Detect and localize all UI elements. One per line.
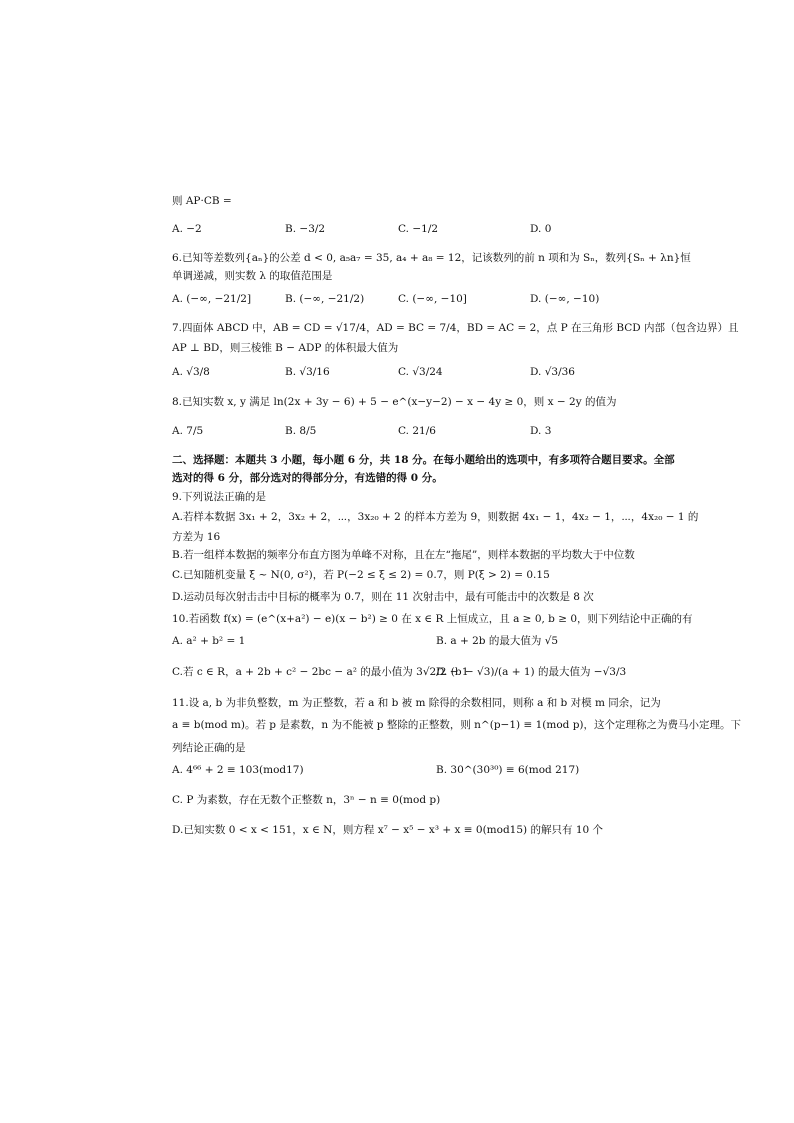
question-8-stem: 8.已知实数 x, y 满足 ln(2x + 3y − 6) + 5 − e^(x−y−2) − x − 4y ≥ 0，则 x − 2y 的值为 (172, 396, 617, 408)
q8-option-a: A. 7/5 (172, 425, 204, 437)
q5-option-b: B. −3/2 (285, 223, 326, 235)
q10-option-d: D. (b − √3)/(a + 1) 的最大值为 −√3/3 (436, 666, 627, 678)
q6-option-c: C. (−∞, −10] (398, 293, 467, 305)
q6-option-d: D. (−∞, −10) (530, 293, 600, 305)
q7-option-c: C. √3/24 (398, 366, 443, 378)
q6-option-b: B. (−∞, −21/2) (285, 293, 365, 305)
section-2-heading: 二、选择题：本题共 3 小题，每小题 6 分，共 18 分。在每小题给出的选项中，有多项符合题目要求。全部 (172, 454, 675, 466)
q11-option-b: B. 30^(30³⁰) ≡ 6(mod 217) (436, 764, 580, 776)
q7-option-a: A. √3/8 (172, 366, 210, 378)
q9-option-c: C.已知随机变量 ξ ~ N(0, σ²)，若 P(−2 ≤ ξ ≤ 2) = 0.7，则 P(ξ > 2) = 0.15 (172, 569, 550, 581)
q9-option-a: A.若样本数据 3x₁ + 2，3x₂ + 2，⋯，3x₂₀ + 2 的样本方差为 9，则数据 4x₁ − 1，4x₂ − 1，⋯，4x₂₀ − 1 的 (172, 511, 699, 523)
q9-option-d: D.运动员每次射击击中目标的概率为 0.7，则在 11 次射击中，最有可能击中的次数是 8 次 (172, 591, 594, 603)
q7-option-b: B. √3/16 (285, 366, 330, 378)
question-11-stem-cont: a ≡ b(mod m)。若 p 是素数，n 为不能被 p 整除的正整数，则 n^(p−1) ≡ 1(mod p)，这个定理称之为费马小定理。下 (172, 719, 742, 731)
q5-option-d: D. 0 (530, 223, 552, 235)
question-6-stem: 6.已知等差数列{aₙ}的公差 d < 0, a₅a₇ = 35, a₄ + a₈ = 12，记该数列的前 n 项和为 Sₙ，数列{Sₙ + λn}恒 (172, 252, 691, 264)
q11-option-c: C. P 为素数，存在无数个正整数 n，3ⁿ − n ≡ 0(mod p) (172, 794, 441, 806)
q8-option-b: B. 8/5 (285, 425, 317, 437)
q10-option-a: A. a² + b² = 1 (172, 635, 246, 647)
q11-option-d: D.已知实数 0 < x < 151，x ∈ N，则方程 x⁷ − x⁵ − x³ + x ≡ 0(mod15) 的解只有 10 个 (172, 824, 604, 836)
question-11-stem-end: 列结论正确的是 (172, 742, 246, 754)
q6-option-a: A. (−∞, −21/2] (172, 293, 252, 305)
q10-option-c: C.若 c ∈ R，a + 2b + c² − 2bc − a² 的最小值为 3√2/2 − 1 (172, 666, 469, 678)
q9-option-a-cont: 方差为 16 (172, 531, 221, 543)
q8-option-d: D. 3 (530, 425, 552, 437)
q11-option-a: A. 4⁶⁶ + 2 ≡ 103(mod17) (172, 764, 304, 776)
question-6-stem-cont: 单调递减，则实数 λ 的取值范围是 (172, 270, 333, 282)
q8-option-c: C. 21/6 (398, 425, 436, 437)
section-2-heading-cont: 选对的得 6 分，部分选对的得部分分，有选错的得 0 分。 (172, 472, 443, 484)
question-7-stem: 7.四面体 ABCD 中，AB = CD = √17/4，AD = BC = 7/4，BD = AC = 2，点 P 在三角形 BCD 内部（包含边界）且 (172, 322, 739, 334)
q5-option-a: A. −2 (172, 223, 202, 235)
question-10-stem: 10.若函数 f(x) = (e^(x+a²) − e)(x − b²) ≥ 0 在 x ∈ R 上恒成立，且 a ≥ 0, b ≥ 0，则下列结论中正确的有 (172, 613, 693, 625)
question-5-stem: 则 AP·CB = (172, 195, 232, 207)
q10-option-b: B. a + 2b 的最大值为 √5 (436, 635, 559, 647)
q5-option-c: C. −1/2 (398, 223, 439, 235)
question-7-stem-cont: AP ⊥ BD，则三棱锥 B − ADP 的体积最大值为 (172, 342, 399, 354)
question-11-stem: 11.设 a, b 为非负整数，m 为正整数，若 a 和 b 被 m 除得的余数相同，则称 a 和 b 对模 m 同余，记为 (172, 697, 661, 709)
q7-option-d: D. √3/36 (530, 366, 575, 378)
q9-option-b: B.若一组样本数据的频率分布直方图为单峰不对称，且在左“拖尾”，则样本数据的平均数大于中位数 (172, 549, 635, 561)
question-9-stem: 9.下列说法正确的是 (172, 491, 267, 503)
